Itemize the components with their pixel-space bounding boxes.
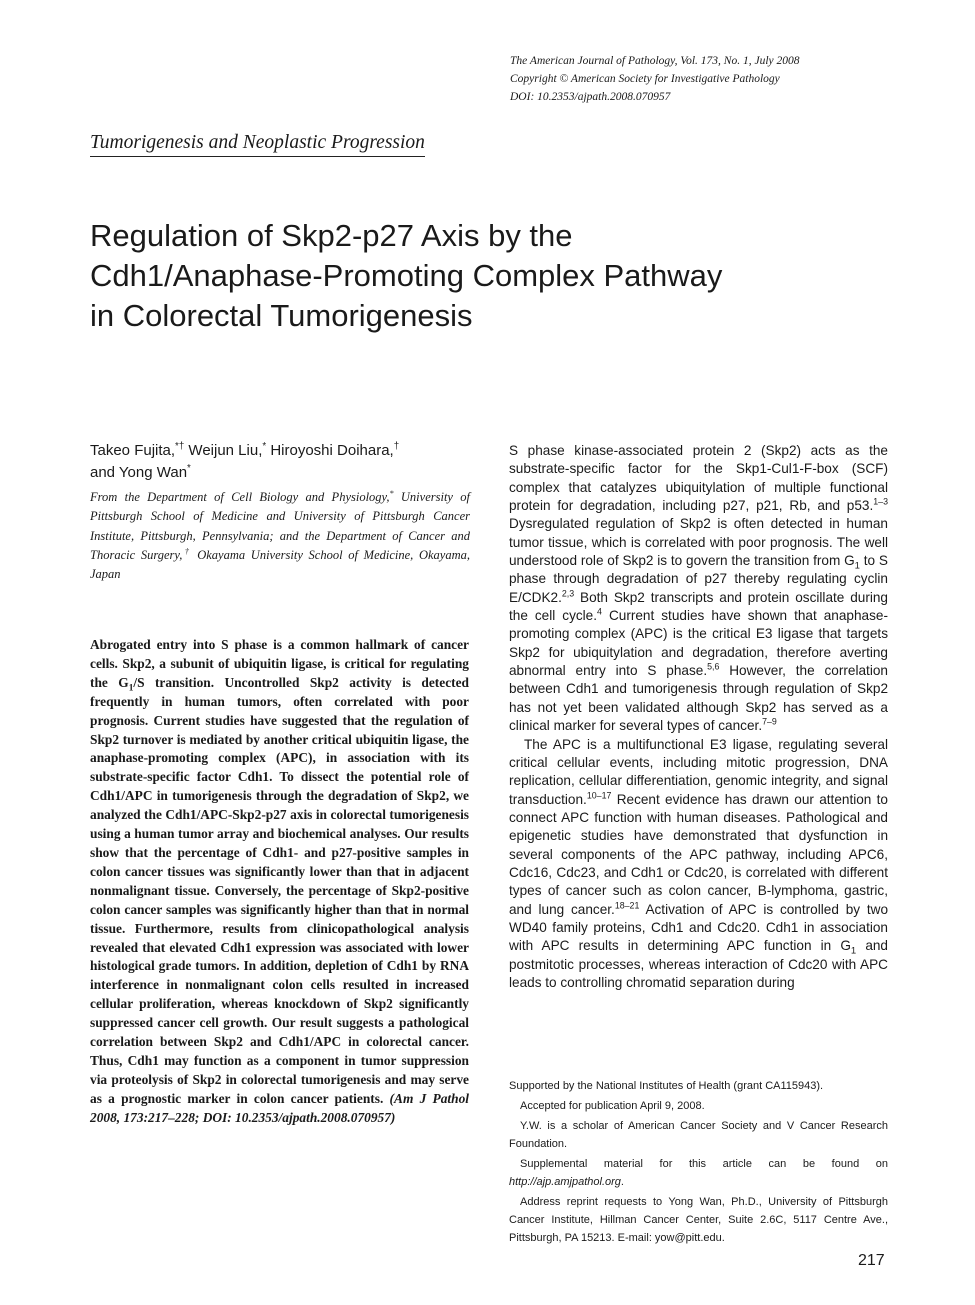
- title-line-2: Cdh1/Anaphase-Promoting Complex Pathway: [90, 258, 723, 293]
- author-mark: *†: [175, 441, 185, 452]
- body-text: [509, 442, 888, 992]
- abstract-subscript: 1: [128, 683, 134, 694]
- author-fujita: Takeo Fujita,: [90, 442, 176, 459]
- author-liu: Weijun Liu,: [184, 442, 263, 459]
- affiliation-mark: *: [389, 488, 394, 498]
- abstract-text: Abrogated entry into S phase is a common hallmark of cancer cells. Skp2, a subunit of ubiquitin ligase, is critical for regulating the G: [90, 637, 469, 690]
- body-text-run: Dysregulated regulation of Skp2 is often detected in human tumor tissue, which is correlated with poor prognosis. The well understood role of Skp2 is to govern the transition from G: [509, 516, 888, 569]
- author-doihara: Hiroyoshi Doihara,: [266, 442, 394, 459]
- journal-copyright: Copyright © American Society for Investigative Pathology: [510, 73, 780, 85]
- article-title: [90, 216, 850, 336]
- body-text-run: Recent evidence has drawn our attention to connect APC function with human diseases. Pathological and epigenetic studies have demonstrated that dysfunction in several components of the APC pathway, including APC6, Cdc16, Cdc23, and Cdh1 or Cdc20, is correlated with different types of cancer such as colon cancer, B-lymphoma, gastric, and lung cancer.: [509, 791, 888, 917]
- page-number: 217: [858, 1252, 885, 1269]
- footnotes: [509, 1077, 888, 1249]
- footnote-text: Supplemental material for this article can be found on: [520, 1158, 888, 1170]
- reference-mark: 5,6: [707, 661, 720, 672]
- affiliation-text: University of Pittsburgh School of Medicine and University of Pittsburgh Cancer Institute, Pittsburgh, Pennsylvania; and the Department of Cancer and Thoracic Surgery,: [90, 490, 470, 562]
- body-paragraph-1: [509, 442, 888, 736]
- subscript: 1: [850, 946, 857, 957]
- subscript: 1: [854, 560, 860, 572]
- reference-mark: 2,3: [561, 588, 575, 599]
- author-mark: *: [187, 463, 191, 474]
- author-mark: †: [393, 441, 400, 452]
- section-heading: Tumorigenesis and Neoplastic Progression: [90, 132, 425, 157]
- title-line-3: in Colorectal Tumorigenesis: [90, 298, 473, 333]
- body-text-run: S phase kinase-associated protein 2 (Skp2) acts as the substrate-specific factor for the Skp1-Cul1-F-box (SCF) complex that catalyzes ubiquitylation of multiple functional protein for degradation, including p27, p21, Rb, and p53.: [509, 443, 888, 514]
- footnote-funding: Supported by the National Institutes of Health (grant CA115943).: [509, 1080, 824, 1092]
- reference-mark: 1–3: [873, 496, 888, 507]
- body-text-run: to S phase through degradation of p27 thereby regulating cyclin E/CDK2.: [509, 553, 888, 605]
- footnote-scholar: Y.W. is a scholar of American Cancer Society and V Cancer Research Foundation.: [509, 1120, 888, 1150]
- body-text-run: Current studies have shown that anaphase-promoting complex (APC) is the critical E3 ligase that targets Skp2 for ubiquitylation and degradation, therefore averting abnormal entry into S phase.: [509, 608, 888, 679]
- footnote-supplemental: [509, 1155, 888, 1191]
- affiliation-text: Okayama University School of Medicine, Okayama, Japan: [90, 547, 470, 582]
- abstract-citation: (Am J Pathol 2008, 173:217–228; DOI: 10.2353/ajpath.2008.070957): [90, 1090, 469, 1125]
- affiliation-text: From the Department of Cell Biology and Physiology,: [90, 490, 390, 504]
- abstract: [90, 636, 469, 1128]
- footnote-reprints: Address reprint requests to Yong Wan, Ph.D., University of Pittsburgh Cancer Institute, Hillman Cancer Center, Suite 2.6C, 5117 Centre Ave., Pittsburgh, PA 15213. E-mail: yow@pitt.edu.: [509, 1196, 888, 1244]
- body-text-run: and postmitotic processes, whereas interaction of Cdc20 with APC leads to controlling chromatid separation during: [509, 938, 888, 990]
- abstract-text: /S transition. Uncontrolled Skp2 activity is detected frequently in human tumors, often correlated with poor prognosis. Current studies have suggested that the regulation of Skp2 turnover is mediated by another critical ubiquitin ligase, the anaphase-promoting complex (APC), in association with its substrate-specific factor Cdh1. To dissect the potential role of Cdh1/APC in tumorigenesis through the degradation of Skp2, we analyzed the Cdh1/APC-Skp2-p27 axis in colorectal tumorigenesis using a human tumor array and biochemical analyses. Our results show that the percentage of Cdh1- and p27-positive samples in colon cancer tissues was significantly lower than that in adjacent nonmalignant tissue. Conversely, the percentage of Skp2-positive colon cancer samples was significantly higher than that in normal tissue. Furthermore, results from clinicopathological analysis revealed that elevated Cdh1 expression was associated with lower histological grade tumors. In addition, depletion of Cdh1 by RNA interference in nonmalignant colon cells resulted in increased cellular proliferation, whereas knockdown of Skp2 significantly suppressed cancer cell growth. Our result suggests a pathological correlation between Skp2 and Cdh1/APC in colorectal cancer. Thus, Cdh1 may function as a component in tumor suppression via proteolysis of Skp2 in colorectal tumorigenesis and may serve as a prognostic marker in colon cancer patients.: [90, 674, 469, 1106]
- author-mark: *: [262, 441, 267, 452]
- body-text-run: Both Skp2 transcripts and protein oscillate during the cell cycle.: [509, 589, 888, 624]
- body-text-run: Activation of APC is controlled by two WD40 family proteins, Cdh1 and Cdc20. Cdh1 in association with APC results in determining APC function in G: [509, 901, 889, 954]
- author-wan: and Yong Wan: [90, 464, 188, 481]
- body-text-run: The APC is a multifunctional E3 ligase, regulating several critical cellular events, including mitotic progression, DNA replication, cellular differentiation, genomic integrity, and signal transduction.: [509, 736, 888, 807]
- affiliation-mark: †: [182, 546, 192, 556]
- supplemental-link[interactable]: http://ajp.amjpathol.org: [509, 1176, 621, 1188]
- reference-mark: 4: [597, 606, 602, 617]
- affiliations: [90, 488, 470, 584]
- body-text-run: However, the correlation between Cdh1 and tumorigenesis through regulation of Skp2 has not yet been validated although Skp2 has served as a clinical marker for several types of cancer.: [509, 663, 888, 734]
- journal-doi: DOI: 10.2353/ajpath.2008.070957: [510, 91, 671, 103]
- footnote-text: .: [620, 1176, 624, 1188]
- title-line-1: Regulation of Skp2-p27 Axis by the: [90, 218, 573, 253]
- reference-mark: 7–9: [762, 716, 777, 727]
- footnote-accepted: Accepted for publication April 9, 2008.: [520, 1100, 705, 1112]
- body-paragraph-2: [509, 736, 888, 993]
- reference-mark: 18–21: [614, 900, 640, 911]
- journal-citation: The American Journal of Pathology, Vol. 173, No. 1, July 2008: [510, 55, 800, 67]
- reference-mark: 10–17: [586, 790, 612, 800]
- author-list: [90, 440, 490, 484]
- journal-header: [510, 52, 930, 106]
